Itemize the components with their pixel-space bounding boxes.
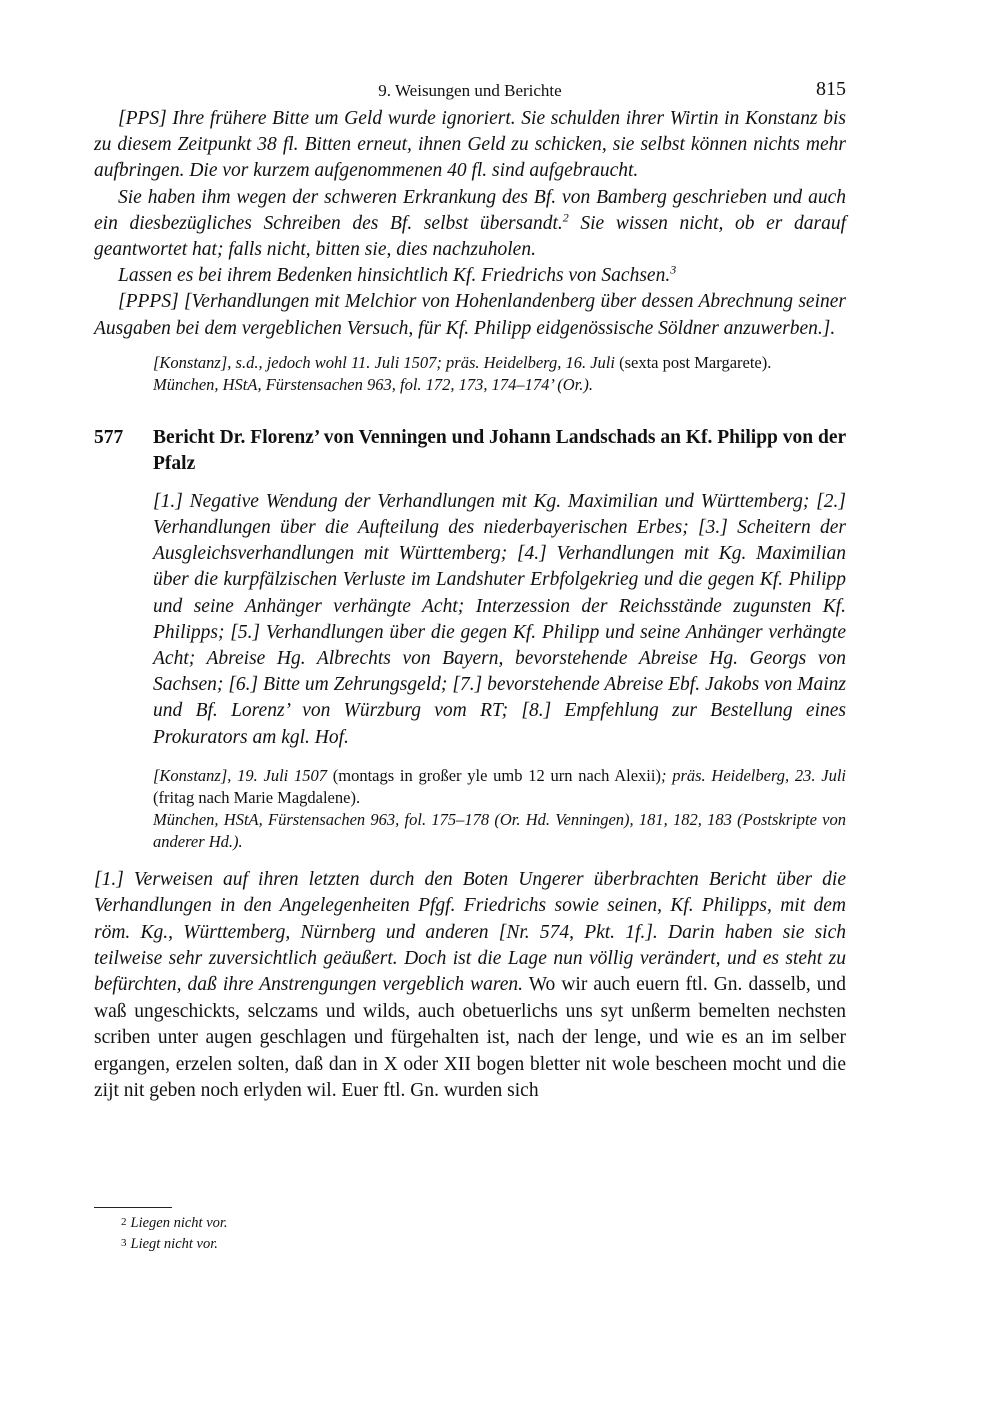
document-heading — [94, 425, 846, 477]
footnotes — [94, 1207, 228, 1254]
source-date-roman: (sexta post Margarete). — [614, 352, 772, 372]
document-number: 577 — [94, 426, 124, 448]
footnote-text-3: Liegt nicht vor. — [130, 1236, 218, 1252]
bamberg-text-2: Sie wissen nicht, ob er darauf geantwortet hat; falls nicht, bitten sie, dies nachzuholen. — [94, 212, 846, 261]
footnote-ref-2: 2 — [562, 210, 569, 225]
document-date-line — [153, 765, 846, 809]
document-date-italic-2: ; präs. Heidelberg, 23. Juli — [660, 765, 846, 785]
footnote-2 — [94, 1212, 228, 1233]
source-archive-line: München, HStA, Fürstensachen 963, fol. 172, 173, 174–174’ (Or.). — [153, 374, 593, 394]
bamberg-paragraph — [94, 185, 846, 264]
footnote-rule — [94, 1207, 172, 1208]
running-title: 9. Weisungen und Berichte — [378, 81, 562, 100]
footnote-mark-2: 2 — [121, 1216, 127, 1228]
page-header — [94, 78, 846, 106]
main-text-paragraph — [94, 867, 846, 1105]
page-number: 815 — [816, 78, 846, 100]
ppps-paragraph: [PPPS] [Verhandlungen mit Melchior von Hohenlandenberg über dessen Abrechnung seiner Ausgaben bei dem vergeblichen Versuch, für Kf. Philipp eidgenössische Söldner anzuwerben.]. — [94, 291, 846, 339]
footnote-3 — [94, 1233, 228, 1254]
document-date-roman-1: (montags in großer yle umb 12 urn nach Alexii) — [327, 765, 661, 785]
bamberg-text-1: Sie haben ihm wegen der schweren Erkrankung des Bf. von Bamberg geschrieben und auch ein diesbezügliches Schreiben des Bf. selbst übersandt. — [94, 186, 846, 234]
document-archive-line: München, HStA, Fürstensachen 963, fol. 175–178 (Or. Hd. Venningen), 181, 182, 183 (Postskripte von anderer Hd.). — [153, 809, 846, 851]
footnote-mark-3: 3 — [121, 1237, 127, 1249]
main-text-italic: [1.] Verweisen auf ihren letzten durch den Boten Ungerer überbrachten Bericht über die Verhandlungen in den Angelegenheiten Pfgf. Friedrichs sowie seinen, Kf. Philipps, mit dem röm. Kg., Württemberg, Nürnberg und anderen [Nr. 574, Pkt. 1f.]. Darin haben sie sich teilweise sehr zuversichtlich geäußert. Doch ist die Lage nun völlig verändert, und es steht zu befürchten, daß ihre Anstrengungen vergeblich waren. — [94, 868, 846, 996]
footnote-text-2: Liegen nicht vor. — [130, 1215, 228, 1231]
pps-paragraph: [PPS] Ihre frühere Bitte um Geld wurde ignoriert. Sie schulden ihrer Wirtin in Konstanz bis zu diesem Zeitpunkt 38 fl. Bitten erneut, ihnen Geld zu schicken, sie selbst können nichts mehr aufbringen. Die vor kurzem aufgenommenen 40 fl. sind aufgebraucht. — [94, 108, 846, 182]
sachsen-text: Lassen es bei ihrem Bedenken hinsichtlich Kf. Friedrichs von Sachsen. — [118, 265, 671, 287]
document-date-italic-1: [Konstanz], 19. Juli 1507 — [153, 765, 327, 785]
footnote-ref-3: 3 — [670, 262, 677, 277]
document-title: Bericht Dr. Florenz’ von Venningen und Johann Landschads an Kf. Philipp von der Pfalz — [153, 426, 846, 474]
document-summary: [1.] Negative Wendung der Verhandlungen mit Kg. Maximilian und Württemberg; [2.] Verhandlungen über die Aufteilung des niederbayerischen Erbes; [3.] Scheitern der Ausgleichsverhandlungen mit Württemberg; [4.] Verhandlungen mit Kg. Maximilian über die kurpfälzischen Verluste im Landshuter Erbfolgekrieg und die gegen Kf. Philipp und seine Anhänger verhängte Acht; Interzession der Reichsstände zugunsten Kf. Philipps; [5.] Verhandlungen über die gegen Kf. Philipp und seine Anhänger verhängte Acht; Abreise Hg. Albrechts von Bayern, bevorstehende Abreise Hg. Georgs von Sachsen; [6.] Bitte um Zehrungsgeld; [7.] bevorstehende Abreise Ebf. Jakobs von Mainz und Bf. Lorenz’ von Würzburg vom RT; [8.] Empfehlung zur Bestellung eines Prokurators am kgl. Hof. — [153, 490, 846, 748]
sachsen-paragraph — [94, 263, 846, 289]
page-content — [94, 78, 846, 1105]
document-date-roman-2: (fritag nach Marie Magdalene). — [153, 787, 361, 807]
main-text-roman: Wo wir auch euern ftl. Gn. dasselb, und waß ungeschickts, selczams und wilds, auch obetuerlichs uns syt unßerm bemelten nechsten scriben unter augen geschlagen und fürgehalten ist, nach der lenge, und wie es an im selber ergangen, erzelen solten, daß dan in X oder XII bogen bletter nit wole bescheen mocht und die zijt nit geben noch erlyden wil. Euer ftl. Gn. wurden sich — [94, 974, 846, 1102]
source-date-line — [153, 352, 846, 374]
source-date-italic: [Konstanz], s.d., jedoch wohl 11. Juli 1507; präs. Heidelberg, 16. Juli — [153, 352, 615, 372]
